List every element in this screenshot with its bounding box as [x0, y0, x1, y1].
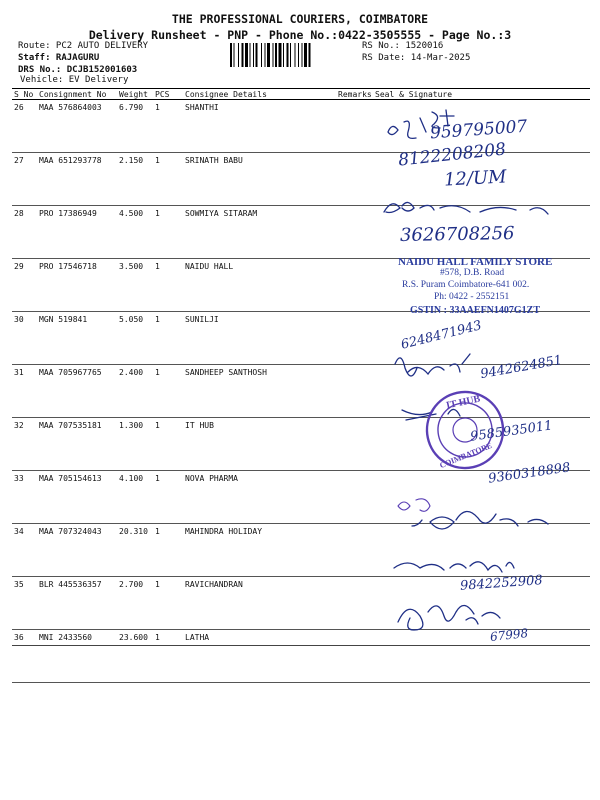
consignment-no: MAA 576864003 — [37, 100, 117, 153]
col-consignment: Consignment No — [37, 89, 117, 100]
rs-number: RS No.: 1520016 — [362, 41, 444, 51]
remarks — [336, 524, 373, 577]
seal-bottom-text: COIMBATORE — [438, 440, 494, 471]
drs-label: DRS No.: DCJB152001603 — [18, 65, 138, 75]
handwritten-phone: 8122208208 — [397, 139, 507, 171]
vehicle-label: Vehicle: EV Delivery — [20, 75, 129, 85]
sno: 33 — [12, 471, 37, 524]
col-pcs: PCS — [153, 89, 183, 100]
weight: 5.050 — [117, 312, 153, 365]
handwritten-phone: 3626708256 — [399, 223, 515, 246]
stamp-address-1: #578, D.B. Road — [440, 268, 505, 278]
company-title: THE PROFESSIONAL COURIERS, COIMBATORE — [171, 12, 429, 26]
consignment-no: MAA 707535181 — [37, 418, 117, 471]
consignment-no: MAA 651293778 — [37, 153, 117, 206]
sno: 35 — [12, 577, 37, 630]
weight: 1.300 — [117, 418, 153, 471]
weight: 4.100 — [117, 471, 153, 524]
sno: 31 — [12, 365, 37, 418]
remarks — [336, 471, 373, 524]
pcs: 1 — [153, 524, 183, 577]
handwritten-phone: 9842252908 — [459, 573, 544, 594]
consignee: SANDHEEP SANTHOSH — [183, 365, 336, 418]
pcs: 1 — [153, 259, 183, 312]
weight: 2.700 — [117, 577, 153, 630]
weight: 3.500 — [117, 259, 153, 312]
weight: 2.400 — [117, 365, 153, 418]
remarks — [336, 312, 373, 365]
consignee: SRINATH BABU — [183, 153, 336, 206]
consignee: LATHA — [183, 630, 336, 683]
signature-cell — [373, 471, 590, 524]
consignment-no: PRO 17546718 — [37, 259, 117, 312]
pcs: 1 — [153, 312, 183, 365]
consignee: SUNILJI — [183, 312, 336, 365]
remarks — [336, 206, 373, 259]
remarks — [336, 259, 373, 312]
weight: 6.790 — [117, 100, 153, 153]
handwritten-note: 67998 — [489, 626, 529, 644]
handwritten-phone: 9442624851 — [479, 352, 564, 383]
stamp-gstin: GSTIN : 33AAEFN1407G1ZT — [410, 305, 541, 316]
barcode-icon — [230, 43, 354, 67]
table-row — [12, 312, 590, 365]
staff-label: Staff: RAJAGURU — [18, 53, 100, 63]
pcs: 1 — [153, 365, 183, 418]
handwritten-note: 12/UM — [443, 166, 508, 191]
pcs: 1 — [153, 577, 183, 630]
route-label: Route: PC2 AUTO DELIVERY — [18, 41, 149, 51]
consignment-no: MGN 519841 — [37, 312, 117, 365]
col-weight: Weight — [117, 89, 153, 100]
handwritten-phone: 9360318898 — [487, 460, 572, 487]
seal-top-text: IT HUB — [445, 393, 482, 412]
consignee: NAIDU HALL — [183, 259, 336, 312]
handwritten-phone: 9585935011 — [469, 418, 554, 445]
pcs: 1 — [153, 206, 183, 259]
sno: 30 — [12, 312, 37, 365]
weight: 4.500 — [117, 206, 153, 259]
consignee: SOWMIYA SITARAM — [183, 206, 336, 259]
remarks — [336, 365, 373, 418]
weight: 23.600 — [117, 630, 153, 683]
consignment-no: PRO 17386949 — [37, 206, 117, 259]
consignee: SHANTHI — [183, 100, 336, 153]
pcs: 1 — [153, 418, 183, 471]
signature-cell — [373, 630, 590, 683]
consignment-no: MAA 707324043 — [37, 524, 117, 577]
sno: 26 — [12, 100, 37, 153]
stamp-shop-name: NAIDU HALL FAMILY STORE — [398, 256, 553, 268]
consignee: IT HUB — [183, 418, 336, 471]
col-consignee: Consignee Details — [183, 89, 336, 100]
rs-date: RS Date: 14-Mar-2025 — [362, 53, 471, 63]
col-sno: S No — [12, 89, 37, 100]
col-seal-signature: Seal & Signature — [373, 89, 590, 100]
sno: 28 — [12, 206, 37, 259]
runsheet-subtitle: Delivery Runsheet - PNP - Phone No.:0422-3505555 - Page No.:3 — [88, 28, 512, 42]
stamp-address-2: R.S. Puram Coimbatore-641 002. — [402, 280, 530, 290]
pcs: 1 — [153, 471, 183, 524]
remarks — [336, 100, 373, 153]
consignee: NOVA PHARMA — [183, 471, 336, 524]
consignment-no: MAA 705154613 — [37, 471, 117, 524]
sno: 32 — [12, 418, 37, 471]
remarks — [336, 418, 373, 471]
weight: 20.310 — [117, 524, 153, 577]
weight: 2.150 — [117, 153, 153, 206]
stamp-phone: Ph: 0422 - 2552151 — [434, 292, 510, 302]
pcs: 1 — [153, 630, 183, 683]
sno: 27 — [12, 153, 37, 206]
handwritten-phone: 6248471943 — [399, 318, 484, 353]
remarks — [336, 630, 373, 683]
consignment-no: BLR 445536357 — [37, 577, 117, 630]
pcs: 1 — [153, 100, 183, 153]
table-row — [12, 524, 590, 577]
sno: 36 — [12, 630, 37, 683]
table-bottom-rule — [12, 645, 590, 646]
sno: 34 — [12, 524, 37, 577]
signature-cell — [373, 524, 590, 577]
remarks — [336, 577, 373, 630]
consignee: MAHINDRA HOLIDAY — [183, 524, 336, 577]
table-header-row — [12, 89, 590, 100]
col-remarks: Remarks — [338, 89, 372, 99]
consignee: RAVICHANDRAN — [183, 577, 336, 630]
consignment-no: MAA 705967765 — [37, 365, 117, 418]
handwritten-phone: 959795007 — [429, 116, 528, 144]
pcs: 1 — [153, 153, 183, 206]
remarks — [336, 153, 373, 206]
consignment-no: MNI 2433560 — [37, 630, 117, 683]
sno: 29 — [12, 259, 37, 312]
